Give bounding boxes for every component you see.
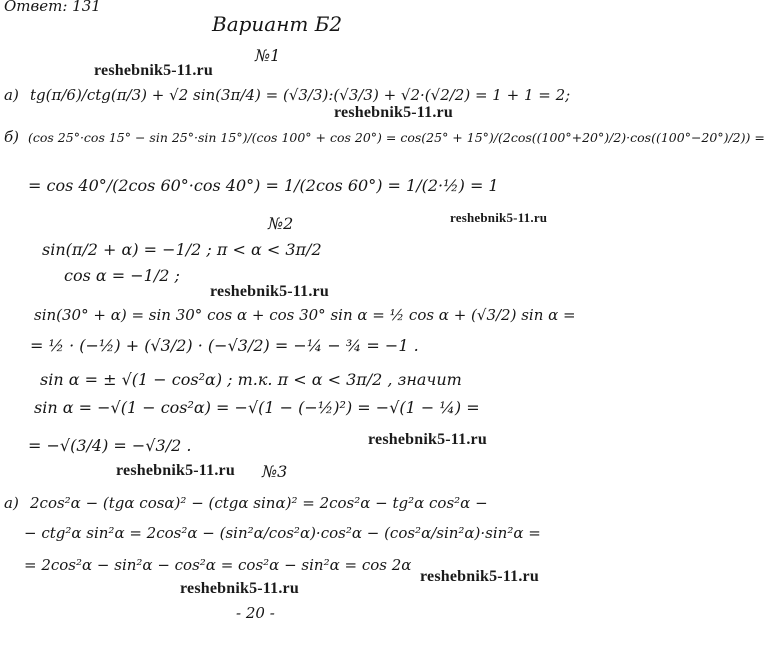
answer-line: Ответ: 131 <box>4 0 101 15</box>
watermark: reshebnik5-11.ru <box>210 283 329 300</box>
variant-title: Вариант Б2 <box>212 12 343 36</box>
watermark: reshebnik5-11.ru <box>116 462 235 479</box>
task1-b-line1: (cos 25°·cos 15° − sin 25°·sin 15°)/(cos 100° + cos 20°) = cos(25° + 15°)/(2cos((100°+20°)/2)·cos((100°−20°)/2)) = <box>28 130 765 145</box>
watermark: reshebnik5-11.ru <box>334 104 453 121</box>
task2-line6: sin α = −√(1 − cos²α) = −√(1 − (−½)²) = −√(1 − ¼) = <box>34 398 480 417</box>
watermark: reshebnik5-11.ru <box>450 210 548 225</box>
task2-number: №2 <box>268 214 294 233</box>
watermark: reshebnik5-11.ru <box>420 568 539 585</box>
task1-number: №1 <box>255 46 281 65</box>
task2-line4: = ½ · (−½) + (√3/2) · (−√3/2) = −¼ − ¾ = −1 . <box>30 336 419 355</box>
task1-a-label: а) <box>4 86 19 104</box>
task3-line3: = 2cos²α − sin²α − cos²α = cos²α − sin²α = cos 2α <box>24 556 412 574</box>
task2-line2: cos α = −1/2 ; <box>64 266 180 285</box>
page-number: - 20 - <box>236 604 275 622</box>
task2-line7: = −√(3/4) = −√3/2 . <box>28 436 192 455</box>
task1-b-label: б) <box>4 128 20 146</box>
task3-line1: 2cos²α − (tgα cosα)² − (ctgα sinα)² = 2cos²α − tg²α cos²α − <box>30 494 488 512</box>
watermark: reshebnik5-11.ru <box>368 431 487 448</box>
task2-line1: sin(π/2 + α) = −1/2 ; π < α < 3π/2 <box>42 240 322 259</box>
watermark: reshebnik5-11.ru <box>180 580 299 597</box>
task1-a-expression: tg(π/6)/ctg(π/3) + √2 sin(3π/4) = (√3/3):(√3/3) + √2·(√2/2) = 1 + 1 = 2; <box>30 86 571 104</box>
task2-line3: sin(30° + α) = sin 30° cos α + cos 30° sin α = ½ cos α + (√3/2) sin α = <box>34 306 576 324</box>
task3-a-label: а) <box>4 494 19 512</box>
task1-b-line2: = cos 40°/(2cos 60°·cos 40°) = 1/(2cos 60°) = 1/(2·½) = 1 <box>28 176 499 195</box>
task2-line5: sin α = ± √(1 − cos²α) ; т.к. π < α < 3π/2 , значит <box>40 370 462 389</box>
task3-number: №3 <box>262 462 288 481</box>
watermark: reshebnik5-11.ru <box>94 62 213 79</box>
task3-line2: − ctg²α sin²α = 2cos²α − (sin²α/cos²α)·cos²α − (cos²α/sin²α)·sin²α = <box>24 524 541 542</box>
